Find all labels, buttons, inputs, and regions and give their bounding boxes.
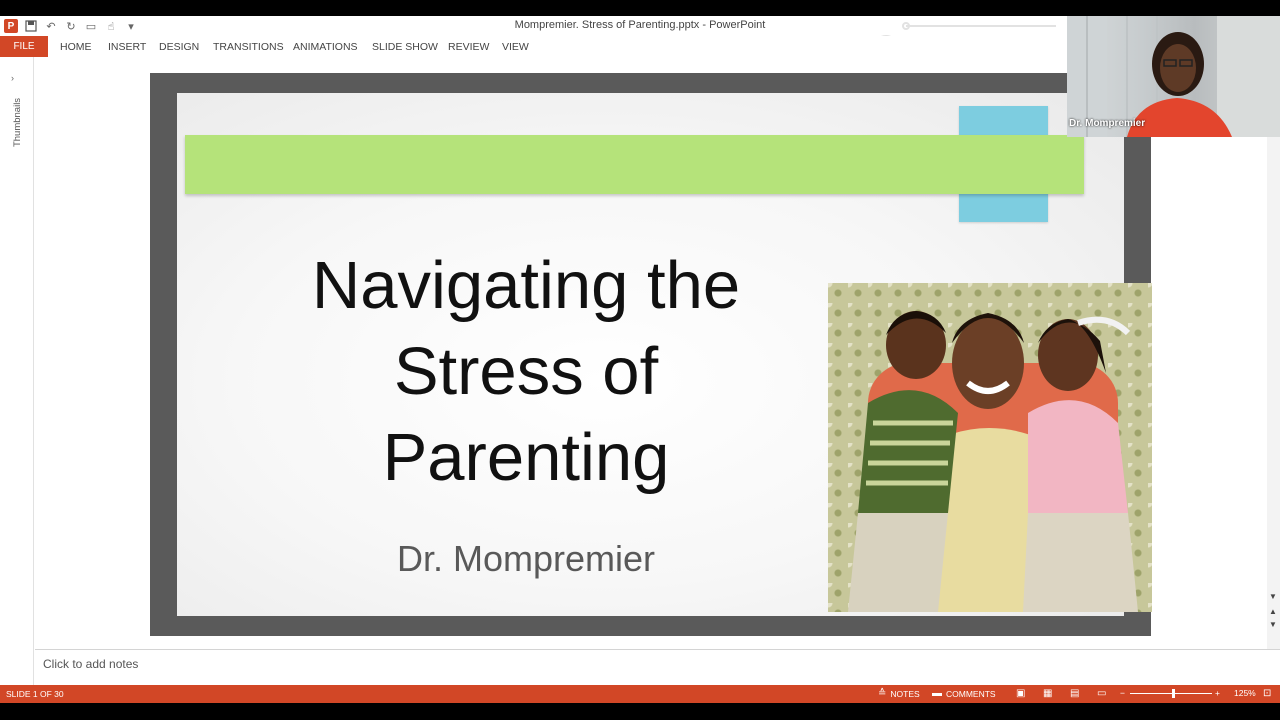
green-title-bar[interactable] [185, 135, 1084, 194]
tab-file[interactable]: FILE [0, 36, 48, 57]
reading-view-icon[interactable]: ▤ [1070, 688, 1080, 699]
notes-placeholder[interactable]: Click to add notes [43, 657, 139, 671]
tab-design[interactable]: DESIGN [159, 40, 200, 53]
zoom-in-button[interactable]: + [1215, 688, 1220, 698]
slide-title[interactable] [294, 243, 758, 501]
fit-slide-icon[interactable]: ⊡ [1263, 688, 1272, 699]
tab-transitions[interactable]: TRANSITIONS [213, 40, 284, 53]
webcam-video [1067, 16, 1280, 137]
comments-button[interactable] [932, 688, 996, 699]
tab-insert[interactable]: INSERT [108, 40, 147, 53]
webcam-participant-name: Dr. Mompremier [1069, 118, 1146, 129]
notes-button[interactable] [878, 688, 920, 699]
tab-view[interactable]: VIEW [502, 40, 529, 53]
notes-button-label: NOTES [890, 688, 920, 699]
document-title: Mompremier. Stress of Parenting.pptx - PowerPoint [514, 19, 766, 31]
slide-title-line: Parenting [382, 420, 670, 495]
comments-button-label: COMMENTS [946, 688, 996, 699]
notes-icon: ≙ [878, 688, 887, 699]
tab-home[interactable]: HOME [60, 40, 92, 53]
vertical-scrollbar[interactable] [1267, 57, 1280, 649]
touch-mode-icon[interactable]: ☝ [107, 20, 115, 33]
powerpoint-logo-icon: P [4, 19, 18, 33]
redo-icon[interactable]: ↻ [66, 20, 76, 33]
previous-slide-icon[interactable]: ▲ [1269, 607, 1277, 616]
slide-subtitle[interactable]: Dr. Mompremier [396, 538, 656, 579]
slide-sorter-icon[interactable]: ▦ [1043, 688, 1053, 699]
chevron-right-icon[interactable]: › [11, 73, 14, 83]
screen-bottom-border [0, 703, 1280, 720]
slide-canvas[interactable] [177, 93, 1124, 616]
status-bar [0, 685, 1280, 703]
undo-icon[interactable]: ↶ [46, 20, 56, 33]
slide-title-line: Navigating the [311, 248, 741, 323]
next-slide-icon[interactable]: ▼ [1269, 620, 1277, 629]
screen-top-border [0, 0, 1280, 16]
zoom-slider-track[interactable] [1130, 693, 1212, 694]
start-from-beginning-icon[interactable]: ▭ [85, 20, 97, 33]
thumbnails-label: Thumbnails [12, 97, 24, 148]
thumbnails-pane[interactable] [0, 57, 34, 685]
family-photo[interactable] [828, 283, 1152, 612]
scroll-down-icon[interactable]: ▼ [1269, 592, 1277, 601]
zoom-level[interactable]: 125% [1234, 688, 1256, 698]
slide-counter[interactable]: SLIDE 1 OF 30 [6, 689, 64, 699]
notes-divider [35, 649, 1280, 650]
slide-title-line: Stress of [393, 334, 659, 409]
tab-slide-show[interactable]: SLIDE SHOW [372, 40, 438, 53]
zoom-out-button[interactable]: − [1120, 688, 1125, 698]
workspace [0, 57, 1280, 685]
customize-toolbar-icon[interactable]: ▾ [128, 20, 134, 33]
tab-review[interactable]: REVIEW [448, 40, 490, 53]
tab-animations[interactable]: ANIMATIONS [293, 40, 358, 53]
slide-frame [150, 73, 1151, 636]
zoom-slider-thumb[interactable] [1172, 689, 1175, 698]
normal-view-icon[interactable]: ▣ [1016, 688, 1026, 699]
slide-show-icon[interactable]: ▭ [1097, 688, 1107, 699]
comment-icon: ▬ [932, 688, 942, 699]
